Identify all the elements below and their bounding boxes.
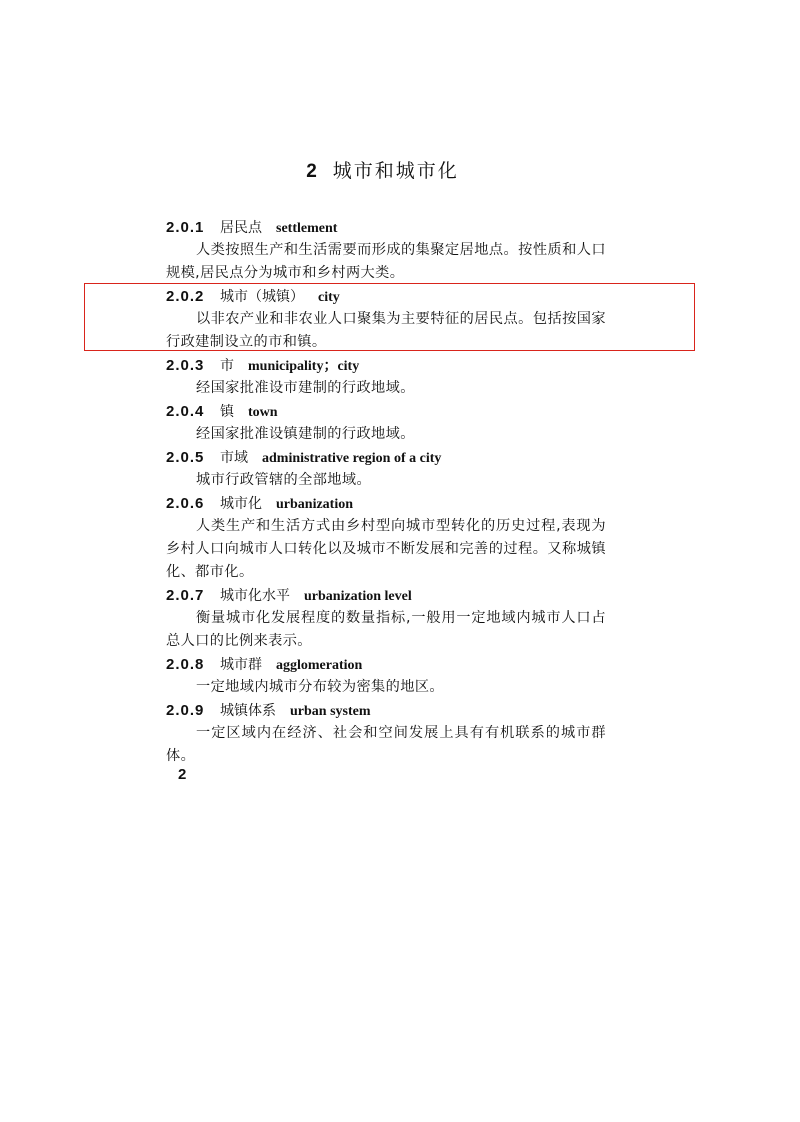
term-heading (166, 492, 606, 515)
chapter-title: 城市和城市化 (332, 160, 459, 182)
term-entry-2-0-4 (166, 400, 606, 446)
term-definition: 以非农产业和非农业人口聚集为主要特征的居民点。包括按国家行政建制设立的市和镇。 (166, 311, 606, 350)
term-number: 2.0.9 (166, 702, 205, 719)
term-entry-2-0-9 (166, 699, 606, 768)
term-heading (166, 699, 606, 722)
term-definition: 一定区域内在经济、社会和空间发展上具有有机联系的城市群体。 (166, 725, 606, 764)
term-heading (166, 446, 606, 469)
term-chinese: 城市化水平 (220, 588, 290, 604)
term-entry-2-0-2 (166, 285, 606, 354)
term-english: town (248, 405, 278, 420)
term-number: 2.0.4 (166, 403, 205, 420)
term-definition: 经国家批准设镇建制的行政地域。 (196, 426, 415, 442)
term-definition: 人类生产和生活方式由乡村型向城市型转化的历史过程,表现为乡村人口向城市人口转化以及城市不断发展和完善的过程。又称城镇化、都市化。 (166, 518, 606, 580)
term-chinese: 市 (220, 358, 234, 374)
term-number: 2.0.7 (166, 587, 205, 604)
term-english: urban system (290, 704, 371, 719)
term-english: urbanization level (304, 589, 412, 604)
term-english: administrative region of a city (262, 451, 442, 466)
chapter-number: 2 (306, 161, 319, 182)
term-english: municipality；city (248, 359, 360, 374)
term-english: city (318, 290, 340, 305)
term-heading (166, 354, 606, 377)
term-number: 2.0.6 (166, 495, 205, 512)
term-heading (166, 584, 606, 607)
term-definition: 衡量城市化发展程度的数量指标,一般用一定地域内城市人口占总人口的比例来表示。 (166, 610, 606, 649)
term-number: 2.0.3 (166, 357, 205, 374)
term-entry-2-0-3 (166, 354, 606, 400)
term-chinese: 市域 (220, 450, 248, 466)
term-number: 2.0.1 (166, 219, 205, 236)
term-definition: 城市行政管辖的全部地域。 (196, 472, 372, 488)
term-chinese: 城镇体系 (220, 703, 276, 719)
term-english: settlement (276, 221, 338, 236)
term-entry-2-0-6 (166, 492, 606, 584)
term-entry-2-0-7 (166, 584, 606, 653)
term-english: urbanization (276, 497, 354, 512)
term-list (166, 216, 606, 768)
term-number: 2.0.8 (166, 656, 205, 673)
term-entry-2-0-1 (166, 216, 606, 285)
term-definition: 经国家批准设市建制的行政地域。 (196, 380, 415, 396)
term-definition: 人类按照生产和生活需要而形成的集聚定居地点。按性质和人口规模,居民点分为城市和乡村两大类。 (166, 242, 606, 281)
term-english: agglomeration (276, 658, 363, 673)
term-heading (166, 216, 606, 239)
page-title (0, 156, 765, 183)
page-number: 2 (178, 766, 187, 783)
term-entry-2-0-5 (166, 446, 606, 492)
term-number: 2.0.2 (166, 288, 205, 305)
term-number: 2.0.5 (166, 449, 205, 466)
term-entry-2-0-8 (166, 653, 606, 699)
term-chinese: 城市化 (220, 496, 262, 512)
term-chinese: 居民点 (220, 220, 262, 236)
term-heading (166, 400, 606, 423)
term-heading (166, 285, 606, 308)
term-chinese: 城市群 (220, 657, 262, 673)
term-chinese: 镇 (220, 404, 234, 420)
term-definition: 一定地域内城市分布较为密集的地区。 (196, 679, 444, 695)
term-heading (166, 653, 606, 676)
term-chinese: 城市（城镇） (220, 289, 304, 305)
